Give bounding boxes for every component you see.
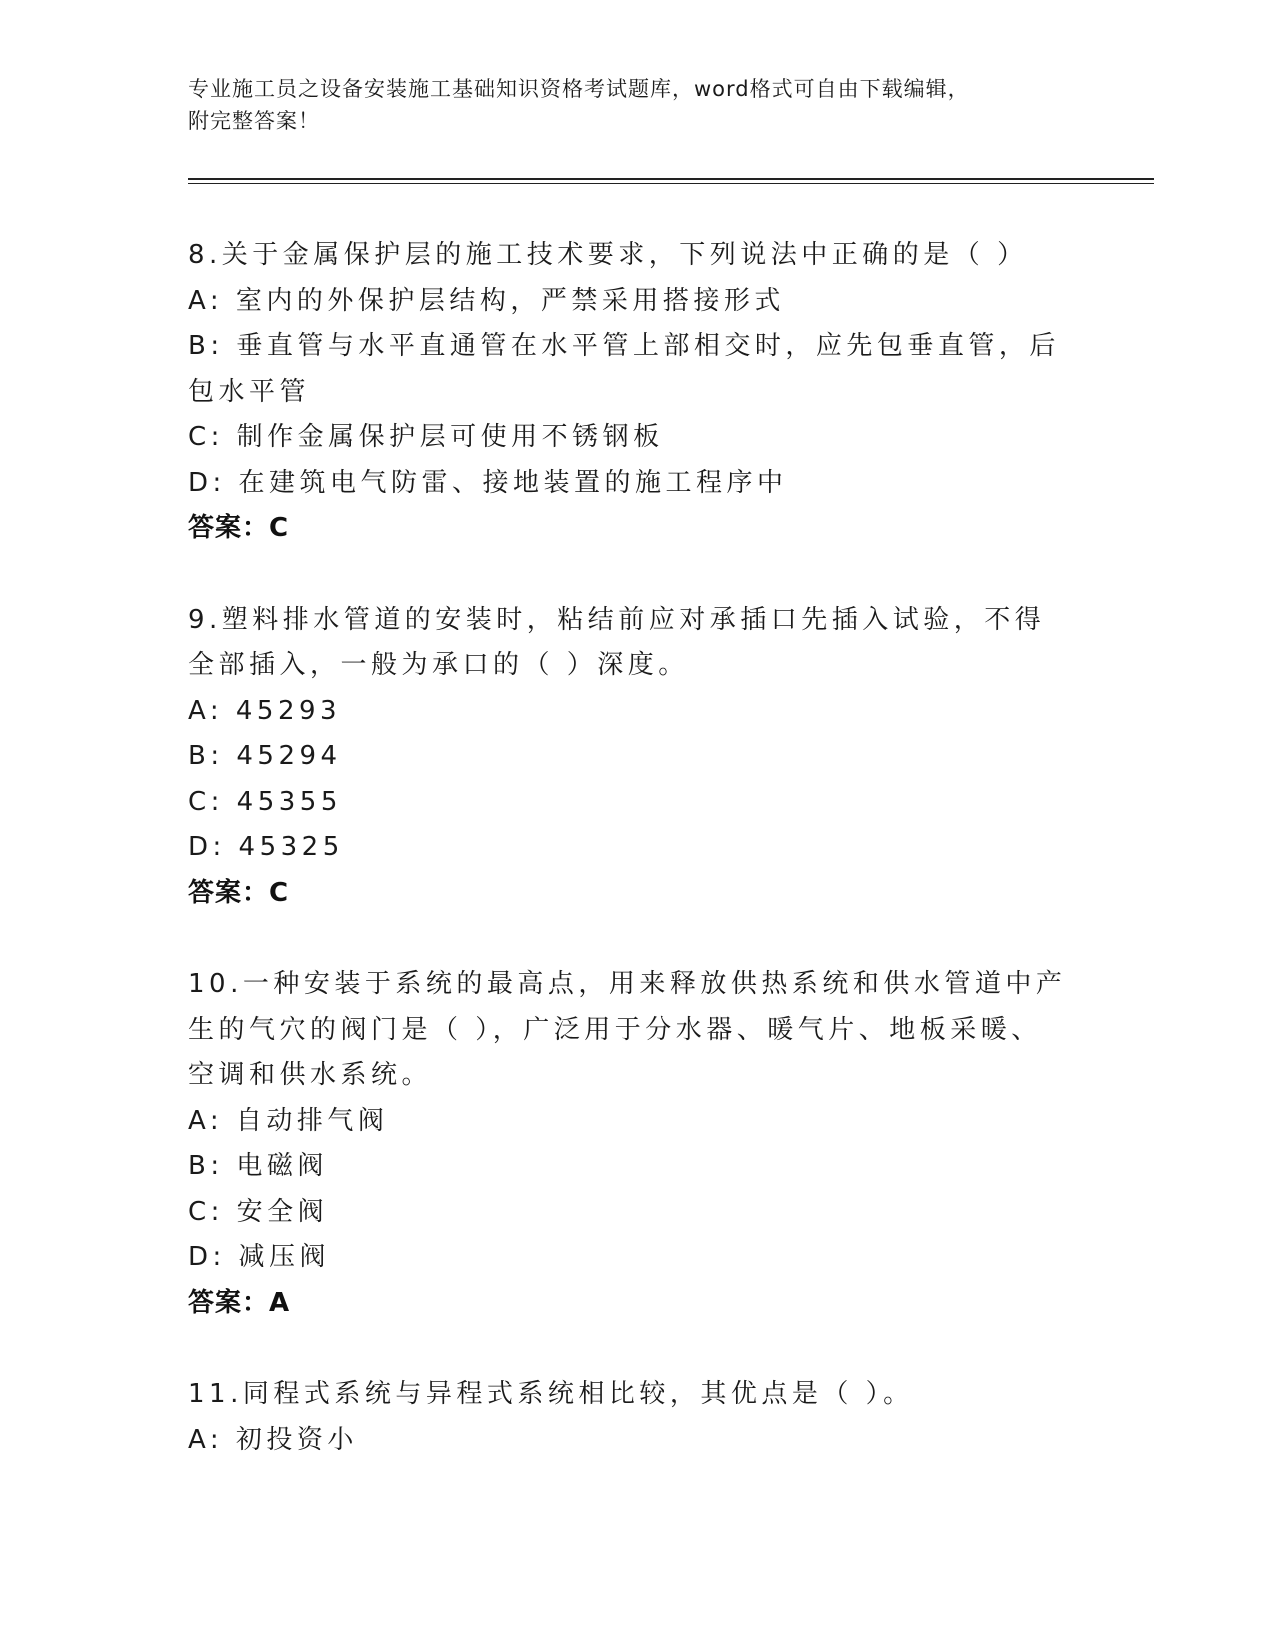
option-a: A: 自动排气阀	[188, 1105, 389, 1136]
header-line-2: 附完整答案！	[188, 109, 320, 133]
answer: 答案：C	[188, 513, 290, 543]
question-stem: 10.一种安装于系统的最高点，用来释放供热系统和供水管道中产生的气穴的阀门是（ ），广泛用于分水器、暖气片、地板采暖、空调和供水系统。	[188, 969, 1067, 1090]
question-9	[188, 598, 1068, 917]
option-b: B: 45294	[188, 741, 342, 771]
question-11	[188, 1372, 1068, 1463]
question-stem: 11.同程式系统与异程式系统相比较，其优点是（ ）。	[188, 1379, 914, 1409]
header-line-1: 专业施工员之设备安装施工基础知识资格考试题库，word格式可自由下载编辑，	[188, 77, 970, 101]
option-a: A: 初投资小	[188, 1424, 358, 1455]
question-stem: 9.塑料排水管道的安装时，粘结前应对承插口先插入试验，不得全部插入，一般为承口的（ ）深度。	[188, 604, 1046, 680]
option-c: C: 安全阀	[188, 1196, 329, 1227]
question-10	[188, 962, 1068, 1326]
document-header	[188, 73, 1068, 137]
option-c: C: 45355	[188, 786, 342, 817]
option-b: B: 电磁阀	[188, 1151, 328, 1181]
option-d: D: 在建筑电气防雷、接地装置的施工程序中	[188, 467, 788, 498]
header-divider-thin	[188, 183, 1154, 184]
question-8	[188, 233, 1068, 552]
option-b: B: 垂直管与水平直通管在水平管上部相交时，应先包垂直管，后包水平管	[188, 331, 1060, 407]
option-a: A: 室内的外保护层结构，严禁采用搭接形式	[188, 285, 785, 316]
option-d: D: 减压阀	[188, 1242, 331, 1272]
question-stem: 8.关于金属保护层的施工技术要求，下列说法中正确的是（ ）	[188, 240, 1028, 270]
option-a: A: 45293	[188, 695, 342, 726]
option-d: D: 45325	[188, 832, 344, 862]
header-divider-thick	[188, 178, 1154, 180]
question-list	[188, 233, 1068, 1509]
answer: 答案：C	[188, 877, 290, 908]
answer: 答案：A	[188, 1287, 291, 1318]
option-c: C: 制作金属保护层可使用不锈钢板	[188, 422, 664, 452]
